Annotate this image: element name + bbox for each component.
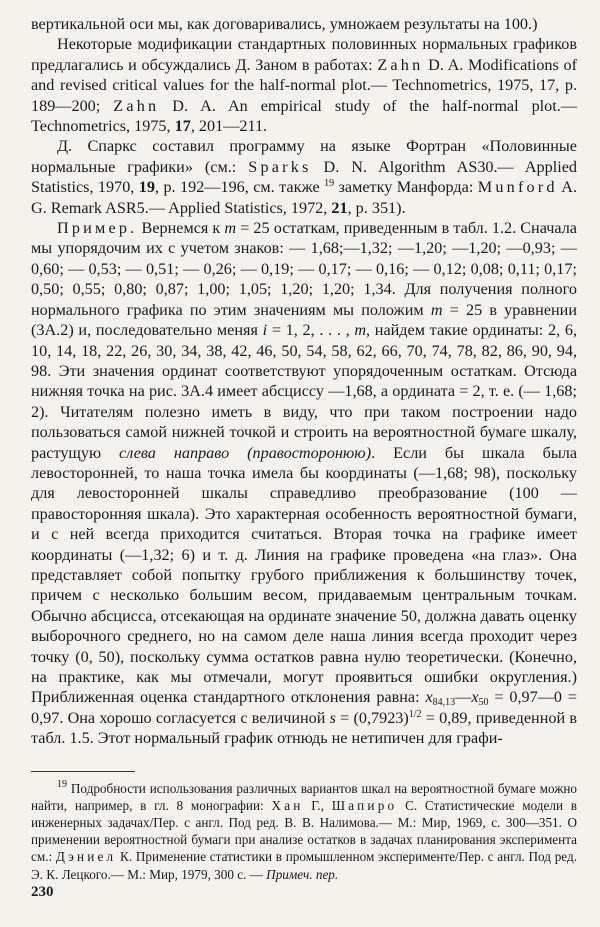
text-run: = 25 в уравнении (3А.2) и, последовательно меняя: [31, 300, 577, 340]
text-run: D. A. Modifications of and revised critical values for the half-normal plot.— Technometrics, 1975, 17, p. 189—200;: [31, 55, 577, 115]
italic-text: m: [354, 321, 367, 340]
text-run: К. Применение статистики в промышленном эксперименте/Пер. с англ. Под ред. Э. К. Лецкого.— М.: Мир, 1979, 300 с. —: [31, 849, 577, 882]
text-run: Некоторые модификации стандартных половинных нормальных графиков предлагались и обсуждались Д. Заном в работах:: [31, 35, 577, 74]
paragraph: [31, 218, 577, 749]
text-run: = 0,89, приведенной в табл. 1.5. Этот нормальный график отнюдь не нетипичен для графи-: [31, 708, 577, 748]
spaced-text: Шапиро: [331, 797, 398, 813]
spaced-text: Munford: [477, 178, 558, 197]
text-run: = 0,97—0 = 0,97. Она хорошо согласуется с величиной: [31, 688, 577, 727]
superscript: 19: [324, 178, 335, 190]
text-run: . Если бы шкала была левосторонней, то наша точка имела бы координаты (—1,68; 98), поскольку для левосторонней шкалы справедливо преобразование (100 — правосторонняя шкала). Это характерная особенность вероятностной бумаги, и с ней всегда приходится считаться. Вторая точка на графике имеет координаты (—1,32; 6) и т. д. Линия на графике проведена «на глаз». Она представляет собой попытку грубого приближения к большинству точек, причем с несколько большим весом, придаваемым центральным точкам. Обычно абсцисса, отсекающая на ординате значение 50, должна давать оценку выборочного среднего, но на самом деле наша линия всегда проходит через точку (0, 50), поскольку сумма остатков равна нулю теоретически. (Конечно, на практике, как мы отмечали, могут проявиться ошибки округления.) Приближенная оценка стандартного отклонения равна:: [31, 443, 578, 707]
text-run: , найдем такие ординаты: 2, 6, 10, 14, 18, 22, 26, 30, 34, 38, 42, 46, 50, 54, 58, 62, 66, 70, 74, 78, 82, 86, 90, 94, 98. Эти значения ординат соответствуют упорядоченным остаткам. Отсюда нижняя точка на рис. 3А.4 имеет абсциссу —1,68, а ордината = 2, т. е. (— 1,68; 2). Читателям полезно иметь в виду, что при таком построении надо пользоваться самой нижней точкой и строить на вероятностной бумаге шкалу, растущую: [31, 321, 577, 462]
italic-text: i: [262, 321, 268, 340]
text-run: —: [455, 688, 472, 707]
footnote-divider: [31, 771, 135, 772]
text-run: С. Статистические модели в инженерных задачах/Пер. с англ. Под ред. В. В. Налимова.— М.: Мир, 1969, с. 300—351. О применении вероятностной бумаги при анализе остатков в задачах планирования эксперимента см.:: [31, 797, 578, 865]
spaced-text: Дэниел: [55, 849, 117, 865]
italic-text: m: [430, 300, 443, 319]
bold-text: 21: [331, 198, 348, 217]
subscript: 84,13: [432, 697, 456, 709]
italic-text: x: [425, 688, 433, 707]
spaced-text: Zahn: [113, 96, 160, 115]
bold-text: 17: [174, 117, 191, 136]
text-run: заметку Манфорда:: [334, 178, 478, 197]
subscript: 50: [478, 697, 489, 709]
paragraph: [31, 136, 577, 218]
spaced-text: Пример.: [57, 219, 138, 238]
text-run: , p. 351).: [347, 198, 406, 217]
text-run: D. N. Algorithm AS30.— Applied Statistics, 1970,: [31, 157, 577, 197]
text-run: = 25 остаткам, приведенным в табл. 1.2. Сначала мы упорядочим их с учетом знаков: — 1,68;—1,32; —1,20; —1,20; —0,93; —0,60; — 0,53; — 0,51; — 0,26; — 0,19; — 0,17; — 0,16; — 0,12; 0,08; 0,11; 0,17; 0,50; 0,55; 0,80; 0,87; 1,00; 1,05; 1,20; 1,20; 1,34. Для получения полного нормального графика по этим значениям мы положим: [31, 219, 577, 319]
spaced-text: Zahn: [377, 55, 424, 74]
text-run: , p. 192—196, см. также: [154, 178, 325, 197]
bold-text: 19: [138, 178, 155, 197]
italic-text: m: [224, 219, 237, 238]
text-run: вертикальной оси мы, как договаривались, умножаем результаты на 100.): [31, 15, 538, 33]
text-run: A. G. Remark ASR5.— Applied Statistics, 1972,: [31, 178, 578, 217]
body-text: [31, 14, 577, 749]
footnote: [31, 780, 577, 883]
superscript: 1/2: [408, 708, 422, 720]
page-number: 230: [31, 884, 54, 900]
text-run: Подробности использования различных вариантов шкал на вероятностной бумаге можно найти, например, в гл. 8 монографии:: [31, 780, 577, 813]
italic-text: x: [471, 688, 479, 707]
spaced-text: Sparks: [248, 157, 312, 176]
italic-text: s: [329, 708, 336, 727]
text-run: = (0,7923): [335, 708, 409, 727]
text-run: Г.,: [303, 797, 332, 813]
text-run: = 1, 2, . . . ,: [267, 321, 355, 340]
text-run: Д. Спаркс составил программу на языке Фортран «Половинные нормальные графики» (см.:: [31, 137, 577, 176]
paragraph: [31, 14, 577, 34]
superscript: 19: [57, 778, 67, 790]
italic-text: Примеч. пер.: [266, 866, 339, 882]
italic-text: слева направо (правосторонюю): [119, 443, 372, 462]
paragraph: [31, 34, 577, 136]
text-run: Вернемся к: [137, 219, 225, 238]
text-run: , 201—211.: [190, 117, 268, 136]
text-run: D. A. An empirical study of the half-normal plot.— Technometrics, 1975,: [31, 96, 577, 136]
spaced-text: Хан: [271, 797, 304, 813]
